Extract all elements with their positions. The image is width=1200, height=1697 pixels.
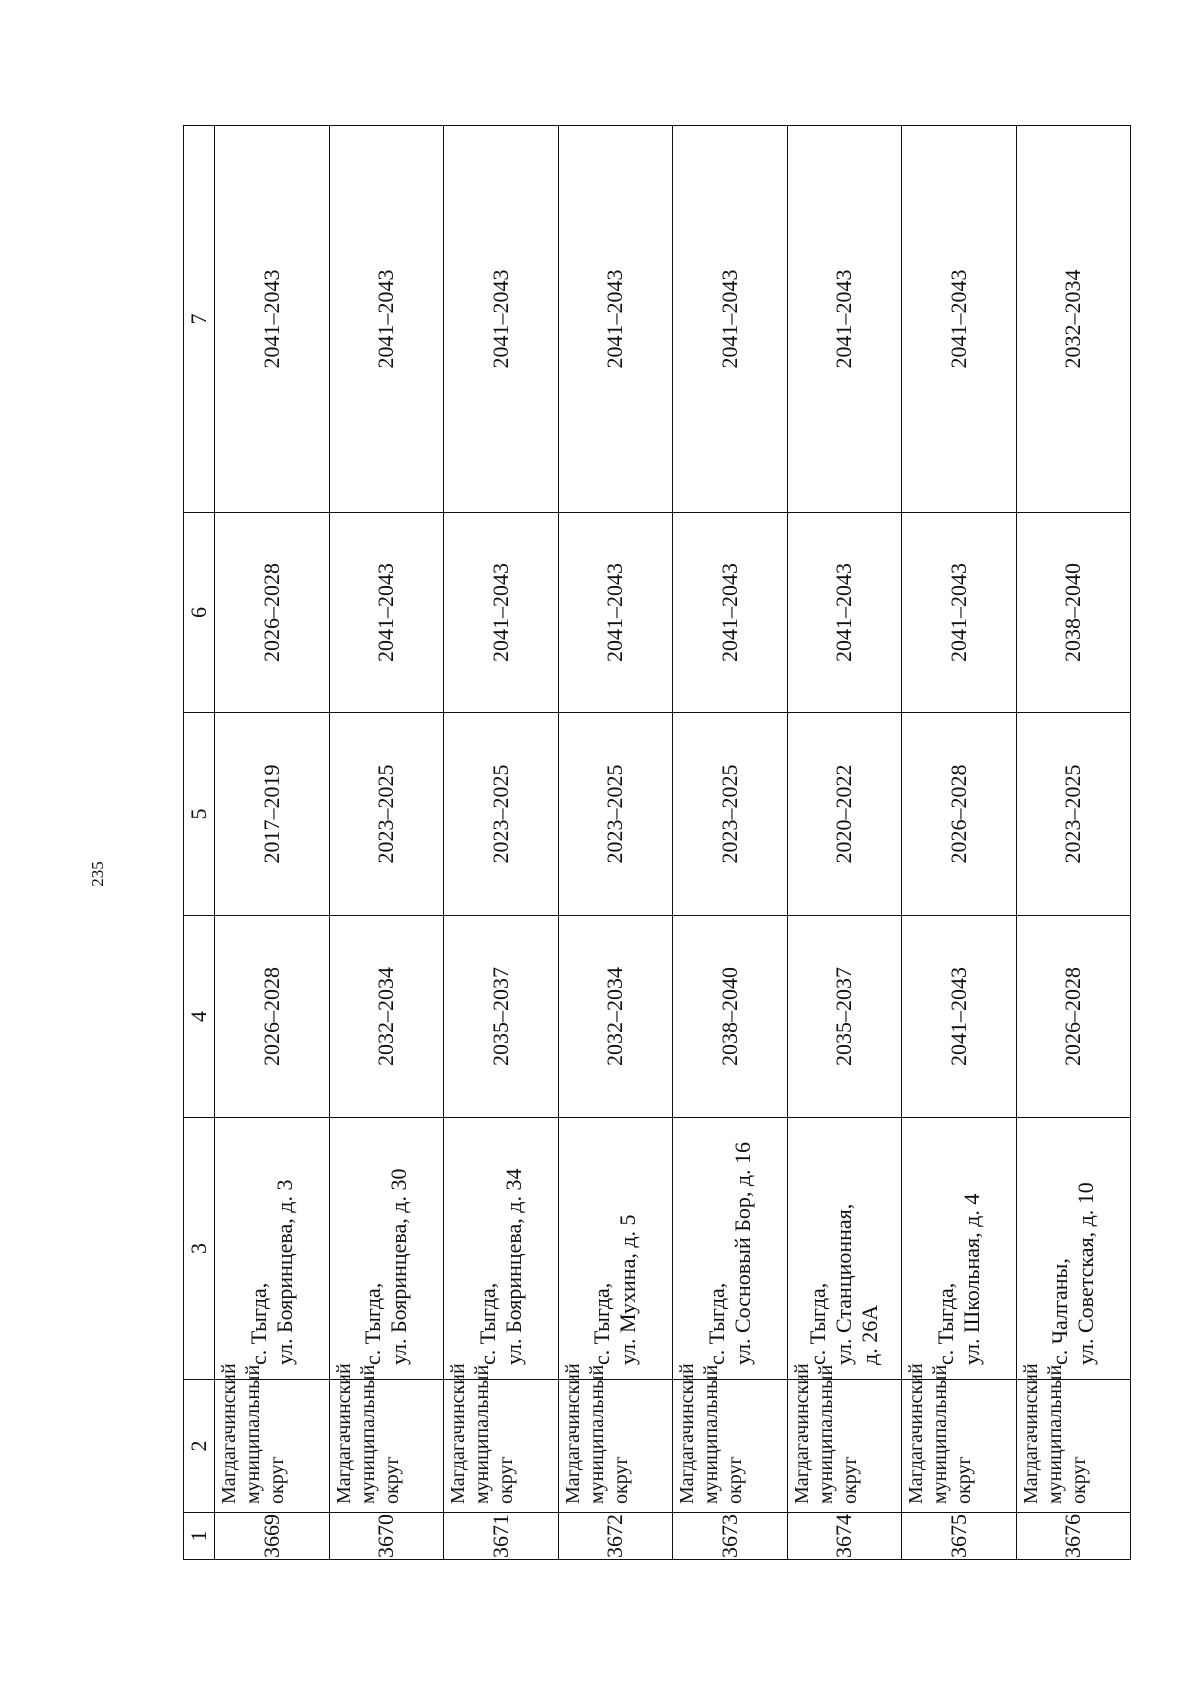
period-cell-col5: 2023–2025	[444, 713, 559, 916]
district-line: округ	[609, 1456, 632, 1504]
period-cell-col7: 2041–2043	[215, 126, 330, 513]
header-row	[184, 126, 215, 1560]
district-line: округ	[838, 1456, 861, 1504]
column-header: 2	[184, 1380, 215, 1513]
column-header: 5	[184, 713, 215, 916]
district-cell	[673, 1363, 788, 1513]
district-cell	[329, 1363, 444, 1513]
table-row	[902, 126, 1017, 1560]
address-line: с. Тыгда,	[360, 1282, 386, 1365]
address-line: ул. Станционная,	[831, 1203, 857, 1365]
address-line: ул. Бояринцева, д. 3	[271, 1179, 297, 1365]
page-number: 235	[88, 861, 107, 887]
district-line: Магдагачинский	[561, 1363, 584, 1504]
address-line: ул. Бояринцева, д. 34	[500, 1168, 526, 1365]
period-cell-col6: 2041–2043	[444, 513, 559, 713]
district-line: Магдагачинский	[218, 1363, 240, 1504]
address-line: с. Тыгда,	[932, 1282, 958, 1365]
address-cell	[1016, 1118, 1131, 1380]
period-cell-col7: 2032–2034	[1016, 126, 1131, 513]
period-cell-col6: 2041–2043	[787, 513, 902, 713]
district-cell	[787, 1363, 902, 1513]
register-table	[183, 125, 1131, 1560]
district-cell	[902, 1363, 1017, 1513]
table-row	[329, 126, 444, 1560]
address-line: с. Тыгда,	[245, 1282, 271, 1365]
row-number-cell: 3675	[902, 1513, 1017, 1560]
table-row	[444, 126, 559, 1560]
period-cell-col5: 2020–2022	[787, 713, 902, 916]
row-number-cell: 3670	[329, 1513, 444, 1560]
period-cell-col4: 2026–2028	[1016, 916, 1131, 1118]
district-line: Магдагачинский	[447, 1363, 469, 1504]
address-cell	[558, 1118, 673, 1380]
district-line: муниципальный	[700, 1364, 722, 1504]
period-cell-col5: 2023–2025	[673, 713, 788, 916]
column-header: 1	[184, 1513, 215, 1560]
district-line: Магдагачинский	[332, 1363, 355, 1504]
district-line: округ	[495, 1456, 517, 1504]
district-line: муниципальный	[929, 1364, 951, 1504]
column-header: 4	[184, 916, 215, 1118]
address-cell	[902, 1118, 1017, 1380]
table-row	[558, 126, 673, 1560]
address-line: с. Тыгда,	[474, 1282, 500, 1365]
district-line: округ	[380, 1456, 403, 1504]
period-cell-col7: 2041–2043	[902, 126, 1017, 513]
address-line: ул. Бояринцева, д. 30	[386, 1168, 412, 1365]
district-line: округ	[266, 1456, 288, 1504]
address-line: д. 26А	[857, 1304, 883, 1365]
period-cell-col6: 2041–2043	[902, 513, 1017, 713]
row-number-cell: 3674	[787, 1513, 902, 1560]
address-line: с. Чалганы,	[1047, 1258, 1073, 1365]
period-cell-col4: 2038–2040	[673, 916, 788, 1118]
district-line: муниципальный	[242, 1364, 264, 1504]
table-wrapper	[183, 126, 1131, 1560]
column-header: 7	[184, 126, 215, 513]
row-number-cell: 3669	[215, 1513, 330, 1560]
table-body	[215, 126, 1131, 1560]
period-cell-col6: 2038–2040	[1016, 513, 1131, 713]
address-line: ул. Сосновый Бор, д. 16	[729, 1141, 755, 1365]
district-cell	[444, 1363, 559, 1513]
table-row	[1016, 126, 1131, 1560]
address-cell	[787, 1118, 902, 1380]
address-cell	[215, 1118, 330, 1380]
period-cell-col6: 2041–2043	[329, 513, 444, 713]
period-cell-col4: 2041–2043	[902, 916, 1017, 1118]
period-cell-col5: 2023–2025	[1016, 713, 1131, 916]
district-line: округ	[953, 1456, 975, 1504]
district-cell	[558, 1363, 673, 1513]
period-cell-col6: 2041–2043	[558, 513, 673, 713]
column-header: 6	[184, 513, 215, 713]
row-number-cell: 3672	[558, 1513, 673, 1560]
district-line: округ	[724, 1456, 746, 1504]
period-cell-col4: 2032–2034	[558, 916, 673, 1118]
table-row	[787, 126, 902, 1560]
period-cell-col5: 2017–2019	[215, 713, 330, 916]
address-line: ул. Советская, д. 10	[1073, 1182, 1099, 1365]
district-cell	[215, 1363, 330, 1513]
district-line: муниципальный	[471, 1364, 493, 1504]
district-line: округ	[1067, 1456, 1090, 1504]
district-line: Магдагачинский	[790, 1363, 813, 1504]
district-line: муниципальный	[585, 1364, 608, 1504]
row-number-cell: 3671	[444, 1513, 559, 1560]
table-row	[215, 126, 330, 1560]
address-cell	[329, 1118, 444, 1380]
address-line: с. Тыгда,	[703, 1282, 729, 1365]
address-line: ул. Школьная, д. 4	[958, 1193, 984, 1365]
period-cell-col6: 2041–2043	[673, 513, 788, 713]
district-line: Магдагачинский	[905, 1363, 927, 1504]
address-line: с. Тыгда,	[589, 1282, 615, 1365]
period-cell-col4: 2035–2037	[787, 916, 902, 1118]
period-cell-col7: 2041–2043	[329, 126, 444, 513]
row-number-cell: 3673	[673, 1513, 788, 1560]
address-line: с. Тыгда,	[805, 1282, 831, 1365]
period-cell-col5: 2026–2028	[902, 713, 1017, 916]
period-cell-col7: 2041–2043	[444, 126, 559, 513]
address-cell	[673, 1118, 788, 1380]
period-cell-col7: 2041–2043	[558, 126, 673, 513]
period-cell-col5: 2023–2025	[558, 713, 673, 916]
district-line: муниципальный	[356, 1364, 379, 1504]
address-cell	[444, 1118, 559, 1380]
row-number-cell: 3676	[1016, 1513, 1131, 1560]
period-cell-col7: 2041–2043	[673, 126, 788, 513]
district-line: Магдагачинский	[676, 1363, 698, 1504]
district-line: муниципальный	[814, 1364, 837, 1504]
column-header: 3	[184, 1118, 215, 1380]
period-cell-col5: 2023–2025	[329, 713, 444, 916]
period-cell-col4: 2035–2037	[444, 916, 559, 1118]
period-cell-col4: 2032–2034	[329, 916, 444, 1118]
district-line: муниципальный	[1043, 1364, 1066, 1504]
district-line: Магдагачинский	[1019, 1363, 1042, 1504]
period-cell-col6: 2026–2028	[215, 513, 330, 713]
table-row	[673, 126, 788, 1560]
address-line: ул. Мухина, д. 5	[615, 1214, 641, 1365]
period-cell-col7: 2041–2043	[787, 126, 902, 513]
district-cell	[1016, 1363, 1131, 1513]
period-cell-col4: 2026–2028	[215, 916, 330, 1118]
